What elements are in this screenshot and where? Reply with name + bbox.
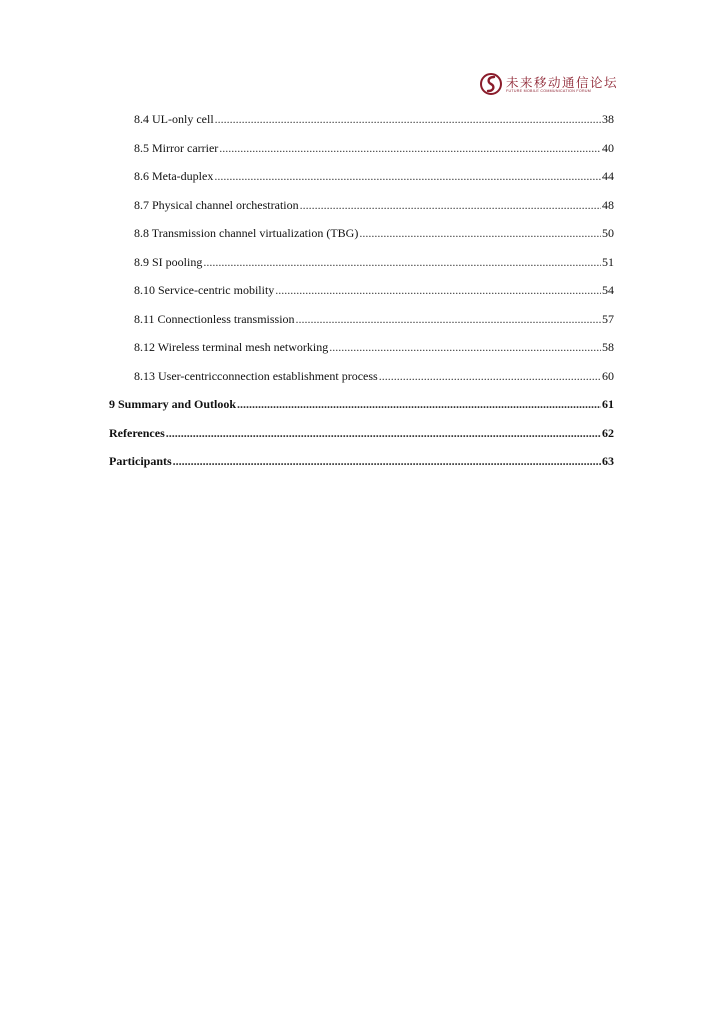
toc-entry-label: 8.8 Transmission channel virtualization (TBG) (134, 226, 359, 240)
toc-leader-dots (275, 282, 601, 298)
toc-leader-dots (215, 111, 601, 127)
toc-entry[interactable] (134, 168, 614, 184)
toc-entry[interactable] (134, 282, 614, 298)
toc-entry-label: 8.12 Wireless terminal mesh networking (134, 340, 329, 354)
toc-entry-label: 8.9 SI pooling (134, 255, 203, 269)
toc-entry-page: 50 (602, 226, 614, 240)
toc-entry[interactable] (134, 140, 614, 156)
toc-leader-dots (329, 339, 601, 355)
toc-leader-dots (300, 197, 601, 213)
toc-entry-page: 48 (602, 198, 614, 212)
toc-entry-page: 62 (602, 426, 614, 440)
toc-entry[interactable] (134, 368, 614, 384)
toc-entry-page: 57 (602, 312, 614, 326)
toc-entry-label: References (109, 426, 165, 440)
toc-entry-page: 63 (602, 454, 614, 468)
toc-entry[interactable] (134, 197, 614, 213)
toc-leader-dots (379, 368, 601, 384)
toc-entry-page: 40 (602, 141, 614, 155)
toc-entry-label: Participants (109, 454, 172, 468)
toc-entry-label: 8.5 Mirror carrier (134, 141, 219, 155)
toc-leader-dots (166, 425, 601, 441)
toc-entry[interactable] (109, 453, 614, 469)
toc-entry-page: 58 (602, 340, 614, 354)
toc-entry[interactable] (134, 225, 614, 241)
toc-entry-page: 38 (602, 112, 614, 126)
toc-leader-dots (219, 140, 601, 156)
toc-leader-dots (173, 453, 601, 469)
toc-entry-label: 8.13 User-centricconnection establishment process (134, 369, 378, 383)
toc-entry-page: 61 (602, 397, 614, 411)
toc-leader-dots (296, 311, 601, 327)
forum-logo-emblem-icon (480, 72, 502, 96)
toc-entry[interactable] (134, 111, 614, 127)
toc-entry-label: 8.11 Connectionless transmission (134, 312, 295, 326)
toc-entry[interactable] (109, 396, 614, 412)
toc-entry-label: 9 Summary and Outlook (109, 397, 237, 411)
toc-entry-page: 51 (602, 255, 614, 269)
toc-entry-page: 54 (602, 283, 614, 297)
toc-entry-page: 60 (602, 369, 614, 383)
forum-logo (480, 72, 619, 98)
toc-entry-page: 44 (602, 169, 614, 183)
toc-entry-label: 8.4 UL-only cell (134, 112, 214, 126)
toc-entry-label: 8.7 Physical channel orchestration (134, 198, 299, 212)
toc-entry-label: 8.6 Meta-duplex (134, 169, 214, 183)
toc-leader-dots (359, 225, 601, 241)
logo-english-text: FUTURE MOBILE COMMUNICATION FORUM (506, 89, 592, 93)
logo-chinese-text: 未来移动通信论坛 (506, 75, 619, 90)
toc-entry[interactable] (134, 254, 614, 270)
toc-entry[interactable] (134, 311, 614, 327)
toc-leader-dots (214, 168, 601, 184)
toc-entry[interactable] (134, 339, 614, 355)
toc-leader-dots (237, 396, 601, 412)
toc-entry[interactable] (109, 425, 614, 441)
toc-entry-label: 8.10 Service-centric mobility (134, 283, 275, 297)
toc-leader-dots (203, 254, 601, 270)
